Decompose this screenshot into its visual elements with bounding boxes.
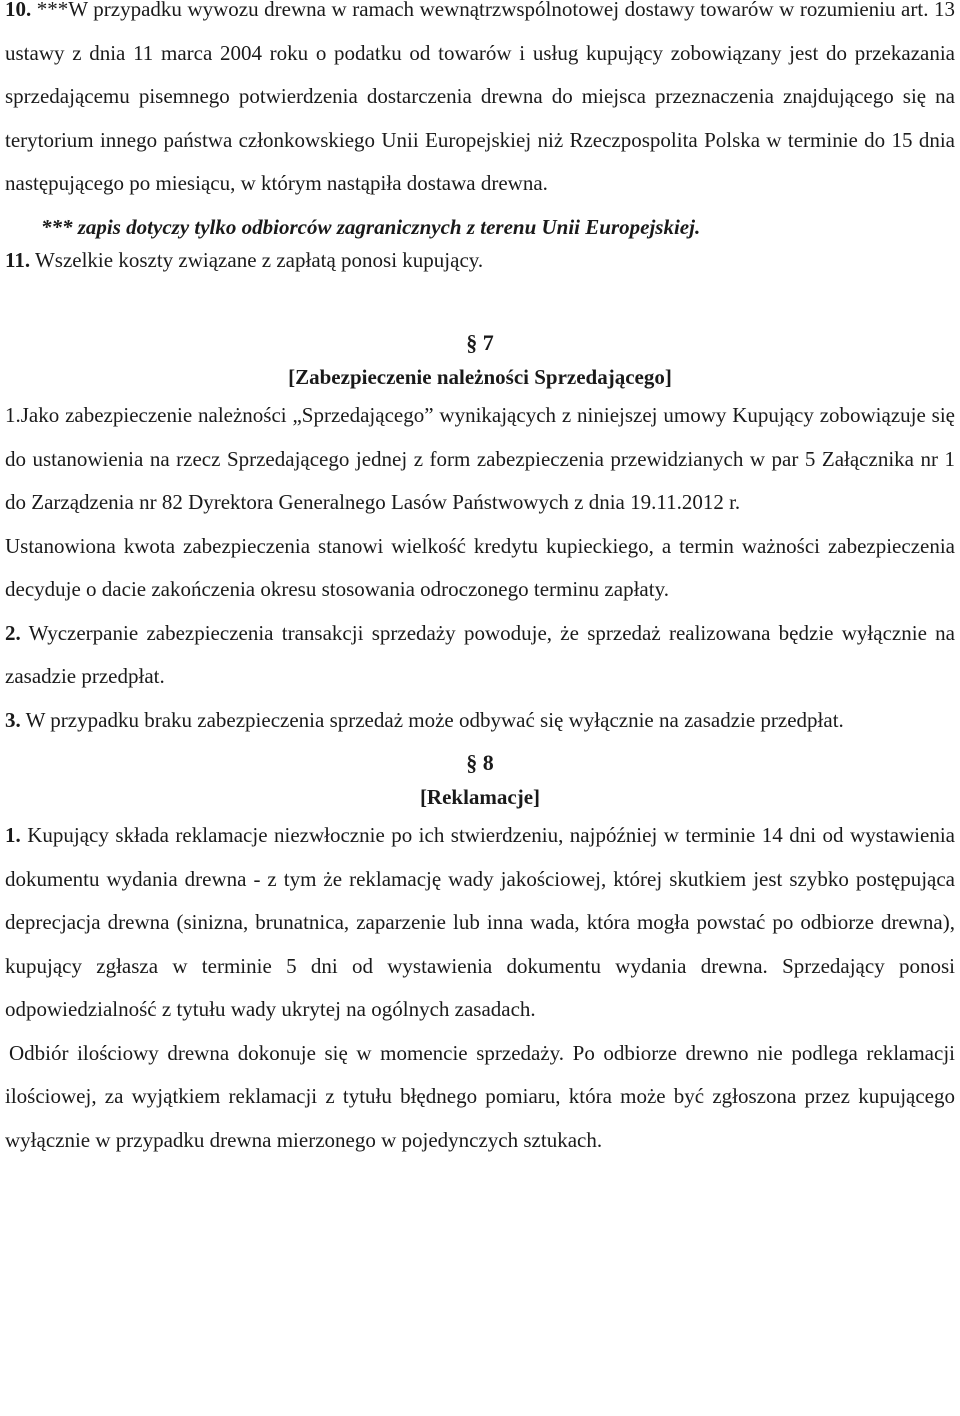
footnote-eu-buyers: *** zapis dotyczy tylko odbiorców zagranicznych z terenu Unii Europejskiej. — [41, 214, 701, 239]
section-8-point-1 — [5, 814, 955, 1032]
section-7-title: [Zabezpieczenie należności Sprzedającego] — [288, 365, 672, 389]
paragraph-text: W przypadku braku zabezpieczenia sprzedaż może odbywać się wyłącznie na zasadzie przedpłat. — [20, 707, 844, 732]
document-page — [5, 0, 955, 1162]
paragraph-number: 2. — [5, 620, 21, 645]
paragraph-number: 3. — [5, 707, 21, 732]
paragraph-text: Kupujący składa reklamacje niezwłocznie po ich stwierdzeniu, najpóźniej w terminie 14 dni od wystawienia dokumentu wydania drewna - z tym że reklamację wady jakościowej, której skutkiem jest szybko postępująca deprecjacja drewna (sinizna, brunatnica, zaparzenie lub inna wada, która mogła powstać po odbiorze drewna), kupujący zgłasza w terminie 5 dni od wystawienia dokumentu wydania drewna. Sprzedający ponosi odpowiedzialność z tytułu wady ukrytej na ogólnych zasadach. — [5, 823, 955, 1021]
paragraph-10 — [5, 0, 955, 206]
paragraph-text: Jako zabezpieczenie należności „Sprzedającego” wynikających z niniejszej umowy Kupujący zobowiązuje się do ustanowienia na rzecz Sprzedającego jednej z form zabezpieczenia przewidzianych w par 5 Załącznika nr 1 do Zarządzenia nr 82 Dyrektora Generalnego Lasów Państwowych z dnia 19.11.2012 r. — [5, 403, 955, 514]
section-7-point-2 — [5, 612, 955, 699]
section-7-point-1-continued: Ustanowiona kwota zabezpieczenia stanowi wielkość kredytu kupieckiego, a termin ważności zabezpieczenia decyduje o dacie zakończenia okresu stosowania odroczonego terminu zapłaty. — [5, 533, 955, 601]
section-7-point-3 — [5, 699, 955, 743]
section-7-number: § 7 — [466, 330, 494, 355]
paragraph-text: Wyczerpanie zabezpieczenia transakcji sprzedaży powoduje, że sprzedaż realizowana będzie wyłącznie na zasadzie przedpłat. — [5, 620, 955, 688]
paragraph-11 — [5, 239, 955, 283]
paragraph-text: ***W przypadku wywozu drewna w ramach wewnątrzwspólnotowej dostawy towarów w rozumieniu art. 13 ustawy z dnia 11 marca 2004 roku o podatku od towarów i usług kupujący zobowiązany jest do przekazania sprzedającemu pisemnego potwierdzenia dostarczenia drewna do miejsca przeznaczenia znajdującego się na terytorium innego państwa członkowskiego Unii Europejskiej niż Rzeczpospolita Polska w terminie do 15 dnia następującego po miesiącu, w którym nastąpiła dostawa drewna. — [5, 0, 955, 195]
section-8-point-2: Odbiór ilościowy drewna dokonuje się w momencie sprzedaży. Po odbiorze drewno nie podlega reklamacji ilościowej, za wyjątkiem reklamacji z tytułu błędnego pomiaru, która może być zgłoszona przez kupującego wyłącznie w przypadku drewna mierzonego w pojedynczych sztukach. — [5, 1040, 955, 1152]
section-7-point-1 — [5, 394, 955, 525]
paragraph-text: Wszelkie koszty związane z zapłatą ponosi kupujący. — [30, 247, 484, 272]
paragraph-number: 10. — [5, 0, 32, 21]
section-8-number: § 8 — [466, 750, 494, 775]
paragraph-number: 11. — [5, 247, 31, 272]
paragraph-number: 1. — [5, 823, 21, 847]
paragraph-number: 1. — [5, 403, 21, 427]
section-8-title: [Reklamacje] — [419, 785, 541, 809]
